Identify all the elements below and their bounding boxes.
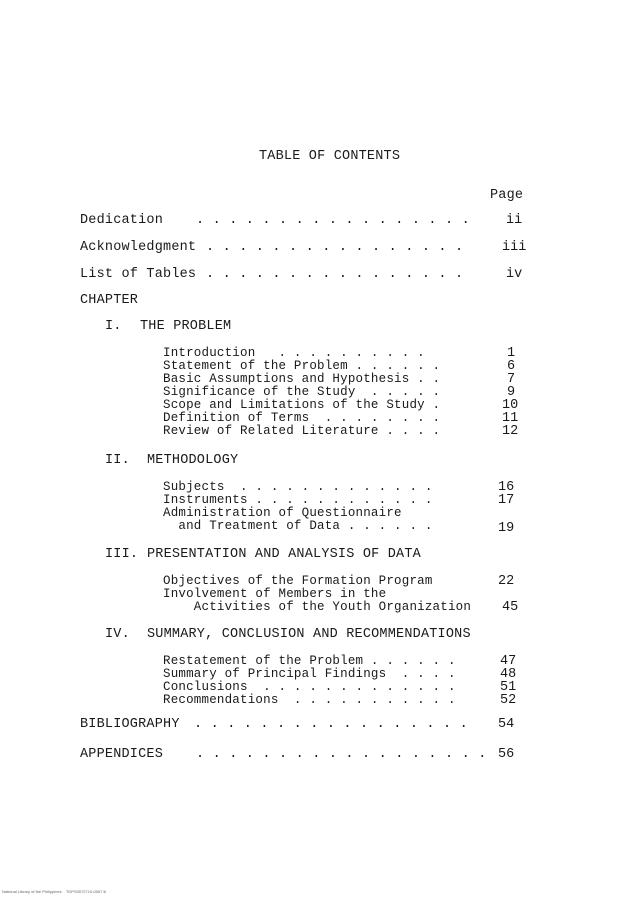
toc-page-number: iv xyxy=(506,267,523,282)
toc-page-number: 10 xyxy=(502,398,519,413)
toc-entry-acknowledgment: Acknowledgment xyxy=(80,240,197,255)
chapter-numeral: I. xyxy=(105,319,122,334)
toc-subentry: Involvement of Members in the xyxy=(163,587,387,601)
toc-leader-dots: . . . . . . . . . . . . . . . . xyxy=(206,240,464,255)
toc-page-number: 11 xyxy=(502,411,519,426)
toc-page-number: 48 xyxy=(500,667,517,682)
toc-page-number: 56 xyxy=(498,747,515,762)
toc-leader-dots: . . . . . . . . . . . . . . . . . xyxy=(194,717,468,732)
toc-subentry: Statement of the Problem . . . . . . xyxy=(163,359,441,373)
toc-page-number: 12 xyxy=(502,424,519,439)
chapter-numeral: II. xyxy=(105,453,130,468)
chapter-title: METHODOLOGY xyxy=(147,453,239,468)
toc-page-number: ii xyxy=(506,213,523,228)
toc-page-number: 47 xyxy=(500,654,517,669)
toc-leader-dots: . . . . . . . . . . . . . . . . . . xyxy=(196,747,487,762)
toc-subentry: Restatement of the Problem . . . . . . xyxy=(163,654,456,668)
chapter-heading: CHAPTER xyxy=(80,293,139,308)
toc-entry-dedication: Dedication xyxy=(80,213,164,228)
toc-entry-list-of-tables: List of Tables xyxy=(80,267,197,282)
toc-subentry: Administration of Questionnaire xyxy=(163,506,402,520)
toc-entry-appendices: APPENDICES xyxy=(80,747,164,762)
toc-page-number: iii xyxy=(502,240,527,255)
toc-leader-dots: . . . . . . . . . . . . . . . . xyxy=(206,267,464,282)
toc-subentry: Definition of Terms . . . . . . . . xyxy=(163,411,441,425)
toc-page-number: 7 xyxy=(507,372,516,387)
toc-subentry: Recommendations . . . . . . . . . . . xyxy=(163,693,456,707)
toc-subentry: and Treatment of Data . . . . . . xyxy=(163,519,433,533)
chapter-title: THE PROBLEM xyxy=(140,319,232,334)
toc-page-number: 6 xyxy=(507,359,516,374)
toc-page-number: 17 xyxy=(498,493,515,508)
chapter-numeral: III. xyxy=(105,547,139,562)
toc-page-number: 52 xyxy=(500,693,517,708)
chapter-title: PRESENTATION AND ANALYSIS OF DATA xyxy=(147,547,421,562)
toc-subentry: Introduction . . . . . . . . . . xyxy=(163,346,425,360)
chapter-title: SUMMARY, CONCLUSION AND RECOMMENDATIONS xyxy=(147,627,471,642)
toc-page-number: 9 xyxy=(507,385,516,400)
toc-page-number: 54 xyxy=(498,717,515,732)
toc-leader-dots: . . . . . . . . . . . . . . . . . xyxy=(196,213,470,228)
toc-entry-bibliography: BIBLIOGRAPHY xyxy=(80,717,180,732)
toc-subentry: Summary of Principal Findings . . . . xyxy=(163,667,456,681)
chapter-numeral: IV. xyxy=(105,627,130,642)
toc-page-number: 16 xyxy=(498,480,515,495)
page-column-header: Page xyxy=(490,188,524,203)
toc-subentry: Significance of the Study . . . . . xyxy=(163,385,441,399)
toc-subentry: Conclusions . . . . . . . . . . . . . xyxy=(163,680,456,694)
toc-page-number: 22 xyxy=(498,574,515,589)
toc-subentry: Activities of the Youth Organization xyxy=(163,600,472,614)
page-title: TABLE OF CONTENTS xyxy=(259,149,401,164)
toc-subentry: Scope and Limitations of the Study . xyxy=(163,398,441,412)
toc-subentry: Subjects . . . . . . . . . . . . . xyxy=(163,480,433,494)
toc-subentry: Basic Assumptions and Hypothesis . . xyxy=(163,372,441,386)
toc-page-number: 45 xyxy=(502,600,519,615)
toc-page-number: 1 xyxy=(507,346,516,361)
toc-page-number: 51 xyxy=(500,680,517,695)
scan-footer: National Library of the Philippines TDPS0072710-0067 iii xyxy=(2,889,107,894)
toc-subentry: Objectives of the Formation Program xyxy=(163,574,433,588)
toc-subentry: Instruments . . . . . . . . . . . . xyxy=(163,493,433,507)
toc-subentry: Review of Related Literature . . . . xyxy=(163,424,441,438)
toc-page-number: 19 xyxy=(498,521,515,536)
